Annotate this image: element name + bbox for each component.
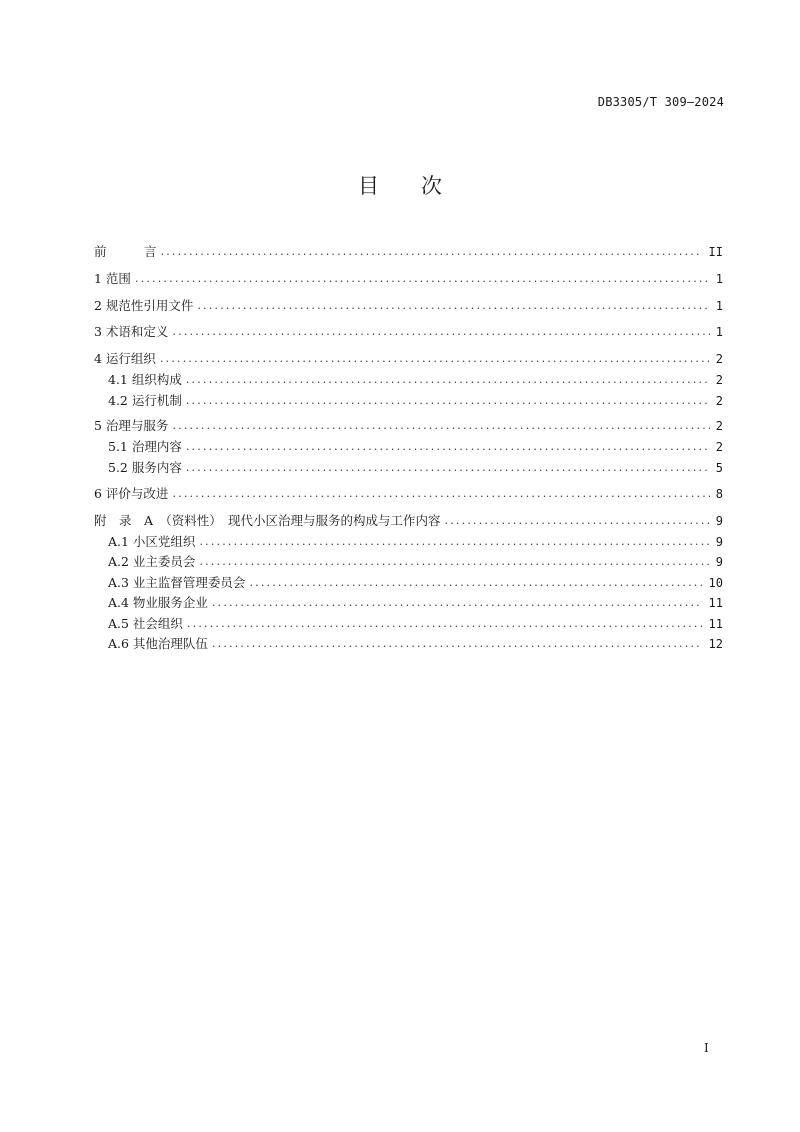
- toc-entry-appendix-a[interactable]: [94, 512, 723, 530]
- toc-page: 1: [715, 299, 723, 313]
- toc-page: 10: [708, 576, 723, 590]
- toc-label: 6 评价与改进: [94, 486, 169, 501]
- toc-label: 3 术语和定义: [94, 324, 169, 339]
- toc-label: 5 治理与服务: [94, 418, 169, 433]
- page-title: 目 次: [358, 174, 442, 198]
- toc-page: 8: [715, 487, 723, 501]
- toc-label: A.6 其他治理队伍: [108, 636, 208, 651]
- leader-dots: [212, 594, 703, 612]
- toc-entry-a-6[interactable]: [108, 635, 723, 653]
- toc-entry-a-5[interactable]: [108, 615, 723, 633]
- toc-label: 2 规范性引用文件: [94, 298, 194, 313]
- toc-entry-4-2[interactable]: [108, 392, 723, 410]
- toc-page: 1: [715, 272, 723, 286]
- toc-label: 4 运行组织: [94, 351, 156, 366]
- toc-entry-normative-references[interactable]: [94, 297, 723, 315]
- toc-label: 前 言: [94, 244, 157, 259]
- toc-label: A.4 物业服务企业: [108, 595, 208, 610]
- toc-entry-4-1[interactable]: [108, 371, 723, 389]
- toc-label: 5.2 服务内容: [108, 460, 182, 475]
- leader-dots: [186, 392, 710, 410]
- toc-page: 11: [708, 596, 723, 610]
- toc-entry-a-4[interactable]: [108, 594, 723, 612]
- toc-entry-5-2[interactable]: [108, 459, 723, 477]
- toc-entry-a-3[interactable]: [108, 574, 723, 592]
- toc-label: A.3 业主监督管理委员会: [108, 575, 246, 590]
- leader-dots: [172, 323, 709, 341]
- page-number: I: [704, 1041, 709, 1055]
- toc-page: II: [708, 245, 723, 259]
- toc-page: 12: [708, 637, 723, 651]
- toc-page: 2: [715, 419, 723, 433]
- toc-label: 附 录 A （资料性） 现代小区治理与服务的构成与工作内容: [94, 513, 441, 528]
- toc-page: 2: [715, 440, 723, 454]
- toc-entry-5-1[interactable]: [108, 438, 723, 456]
- toc-page: 5: [715, 461, 723, 475]
- toc-entry-operation[interactable]: [94, 350, 723, 368]
- toc-page: 11: [708, 617, 723, 631]
- toc-page: 9: [715, 555, 723, 569]
- toc-page: 2: [715, 352, 723, 366]
- leader-dots: [161, 243, 703, 261]
- toc-entry-a-1[interactable]: [108, 533, 723, 551]
- leader-dots: [186, 459, 710, 477]
- leader-dots: [445, 512, 710, 530]
- toc-label: 1 范围: [94, 271, 131, 286]
- toc-page: 9: [715, 514, 723, 528]
- leader-dots: [172, 417, 709, 435]
- toc-label: A.5 社会组织: [108, 616, 183, 631]
- toc-entry-scope[interactable]: [94, 270, 723, 288]
- toc-label: 5.1 治理内容: [108, 439, 182, 454]
- leader-dots: [135, 270, 710, 288]
- toc-page: 1: [715, 325, 723, 339]
- leader-dots: [199, 553, 709, 571]
- leader-dots: [187, 615, 703, 633]
- leader-dots: [249, 574, 702, 592]
- leader-dots: [172, 485, 709, 503]
- leader-dots: [197, 297, 709, 315]
- leader-dots: [160, 350, 710, 368]
- toc-label: 4.2 运行机制: [108, 393, 182, 408]
- toc-entry-terms[interactable]: [94, 323, 723, 341]
- leader-dots: [186, 371, 710, 389]
- toc-label: A.2 业主委员会: [108, 554, 196, 569]
- leader-dots: [186, 438, 710, 456]
- leader-dots: [212, 635, 703, 653]
- toc-entry-a-2[interactable]: [108, 553, 723, 571]
- toc-label: A.1 小区党组织: [108, 534, 196, 549]
- toc-entry-foreword[interactable]: [94, 243, 723, 261]
- toc-page: 9: [715, 535, 723, 549]
- toc-entry-evaluation[interactable]: [94, 485, 723, 503]
- leader-dots: [199, 533, 709, 551]
- toc-page: 2: [715, 394, 723, 408]
- toc-page: 2: [715, 373, 723, 387]
- toc-label: 4.1 组织构成: [108, 372, 182, 387]
- document-code: DB3305/T 309—2024: [597, 95, 724, 109]
- toc-entry-governance[interactable]: [94, 417, 723, 435]
